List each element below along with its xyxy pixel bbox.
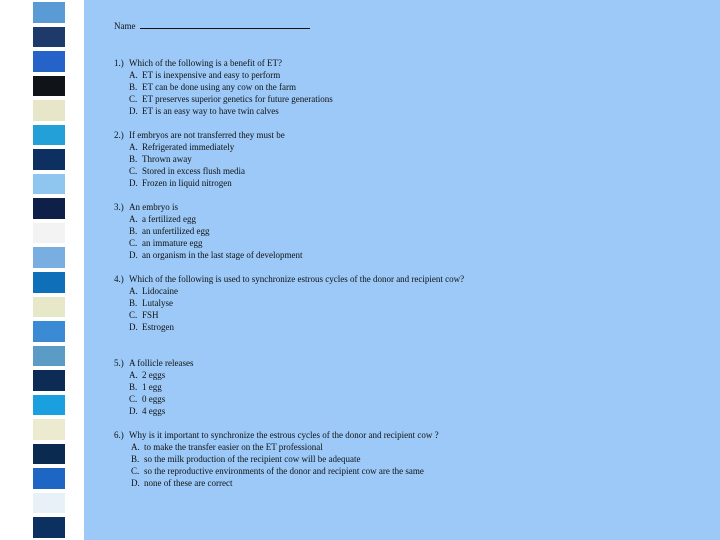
strip-block xyxy=(33,198,65,219)
strip-block xyxy=(33,395,65,416)
option-d: D. ET is an easy way to have twin calves xyxy=(129,106,279,116)
option-a: A. Lidocaine xyxy=(129,286,178,296)
option-c: C. FSH xyxy=(129,310,159,320)
option-b: B. ET can be done using any cow on the farm xyxy=(129,82,297,92)
option-d: D. Frozen in liquid nitrogen xyxy=(129,178,232,188)
option-b: B. Lutalyse xyxy=(129,298,173,308)
strip-block xyxy=(33,493,65,514)
option-b: B. Thrown away xyxy=(129,154,192,164)
question-5 xyxy=(114,357,469,417)
option-c: C. ET preserves superior genetics for future generations xyxy=(129,94,333,104)
option-b: B. 1 egg xyxy=(129,382,162,392)
strip-block xyxy=(33,247,65,268)
question-text: If embryos are not transferred they must be xyxy=(129,130,285,140)
question-number: 2.) xyxy=(114,130,124,140)
question-number: 5.) xyxy=(114,358,124,368)
question-4 xyxy=(114,273,469,333)
strip-block xyxy=(33,444,65,465)
strip-block xyxy=(33,76,65,97)
strip-block xyxy=(33,297,65,318)
quiz-document xyxy=(84,0,720,540)
question-number: 3.) xyxy=(114,202,124,212)
question-number: 4.) xyxy=(114,274,124,284)
option-d: D. none of these are correct xyxy=(131,478,233,488)
option-c: C. an immature egg xyxy=(129,238,203,248)
strip-block xyxy=(33,370,65,391)
question-3 xyxy=(114,201,469,261)
strip-block xyxy=(33,149,65,170)
question-text: An embryo is xyxy=(129,202,178,212)
strip-block xyxy=(33,223,65,244)
question-text: A follicle releases xyxy=(129,358,194,368)
name-field xyxy=(114,19,310,32)
option-d: D. an organism in the last stage of development xyxy=(129,250,303,260)
strip-block xyxy=(33,100,65,121)
strip-block xyxy=(33,51,65,72)
decorative-color-strip xyxy=(33,0,65,540)
strip-block xyxy=(33,125,65,146)
question-number: 1.) xyxy=(114,58,124,68)
question-number: 6.) xyxy=(114,430,124,440)
option-c: C. Stored in excess flush media xyxy=(129,166,245,176)
question-6 xyxy=(114,429,529,489)
strip-block xyxy=(33,419,65,440)
option-b: B. an unfertilized egg xyxy=(129,226,210,236)
strip-block xyxy=(33,2,65,23)
question-2 xyxy=(114,129,469,189)
option-c: C. so the reproductive environments of the donor and recipient cow are the same xyxy=(131,466,424,476)
option-d: D. 4 eggs xyxy=(129,406,166,416)
question-1 xyxy=(114,57,469,117)
option-a: A. a fertilized egg xyxy=(129,214,196,224)
option-a: A. ET is inexpensive and easy to perform xyxy=(129,70,281,80)
option-b: B. so the milk production of the recipient cow will be adequate xyxy=(131,454,361,464)
name-blank-line xyxy=(140,19,310,29)
option-a: A. 2 eggs xyxy=(129,370,166,380)
option-a: A. Refrigerated immediately xyxy=(129,142,235,152)
option-a: A. to make the transfer easier on the ET professional xyxy=(131,442,323,452)
question-text: Which of the following is a benefit of ET? xyxy=(129,58,282,68)
option-c: C. 0 eggs xyxy=(129,394,166,404)
strip-block xyxy=(33,272,65,293)
name-label: Name xyxy=(114,21,136,31)
strip-block xyxy=(33,321,65,342)
option-d: D. Estrogen xyxy=(129,322,174,332)
question-text: Which of the following is used to synchronize estrous cycles of the donor and recipient cow? xyxy=(129,274,465,284)
strip-block xyxy=(33,174,65,195)
question-text: Why is it important to synchronize the estrous cycles of the donor and recipient cow ? xyxy=(129,430,439,440)
strip-block xyxy=(33,27,65,48)
strip-block xyxy=(33,346,65,367)
strip-block xyxy=(33,517,65,538)
strip-block xyxy=(33,468,65,489)
